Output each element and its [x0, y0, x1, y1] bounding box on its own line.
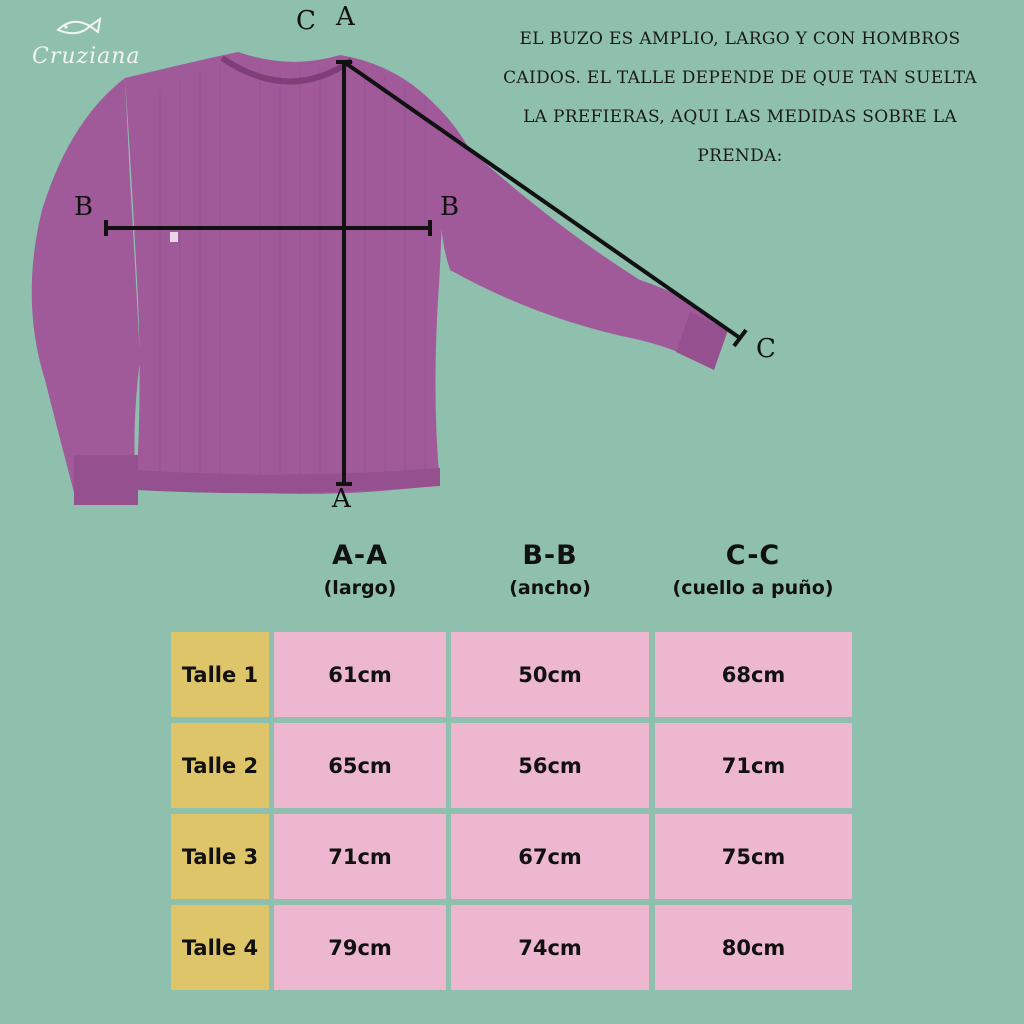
intro-line: PRENDA:	[697, 146, 783, 166]
brand-name: Cruziana	[32, 44, 141, 69]
intro-line: LA PREFIERAS, AQUI LAS MEDIDAS SOBRE LA	[523, 107, 957, 127]
table-cell: 61cm	[274, 632, 446, 717]
table-cell: 56cm	[451, 723, 649, 808]
column-subtitle: (cuello a puño)	[672, 577, 834, 599]
size-label: Talle 2	[171, 723, 269, 808]
marker-b-left: B	[74, 192, 94, 222]
marker-a-top: A	[336, 2, 355, 32]
marker-c-cuff: C	[756, 334, 776, 364]
marker-a-bottom: A	[332, 484, 351, 514]
table-cell: 68cm	[655, 632, 852, 717]
table-cell: 74cm	[451, 905, 649, 990]
table-cell: 71cm	[274, 814, 446, 899]
size-label: Talle 3	[171, 814, 269, 899]
left-cuff	[74, 455, 138, 505]
column-header-b	[460, 540, 640, 599]
table-cell: 67cm	[451, 814, 649, 899]
label-tag	[170, 232, 178, 242]
table-cell: 80cm	[655, 905, 852, 990]
marker-b-right: B	[440, 192, 460, 222]
sweater-body	[125, 52, 442, 494]
column-header-a	[270, 540, 450, 599]
column-title: A-A	[332, 540, 388, 571]
column-title: B-B	[522, 540, 578, 571]
marker-c-top: C	[296, 6, 316, 36]
intro-line: CAIDOS. EL TALLE DEPENDE DE QUE TAN SUELTA	[503, 68, 977, 88]
column-title: C-C	[725, 540, 781, 571]
column-subtitle: (largo)	[323, 577, 397, 599]
size-label: Talle 4	[171, 905, 269, 990]
intro-line: EL BUZO ES AMPLIO, LARGO Y CON HOMBROS	[519, 29, 961, 49]
size-label: Talle 1	[171, 632, 269, 717]
table-cell: 50cm	[451, 632, 649, 717]
table-cell: 75cm	[655, 814, 852, 899]
column-subtitle: (ancho)	[509, 577, 591, 599]
column-header-c	[643, 540, 863, 599]
table-cell: 65cm	[274, 723, 446, 808]
table-cell: 71cm	[655, 723, 852, 808]
table-cell: 79cm	[274, 905, 446, 990]
left-sleeve	[32, 78, 140, 505]
